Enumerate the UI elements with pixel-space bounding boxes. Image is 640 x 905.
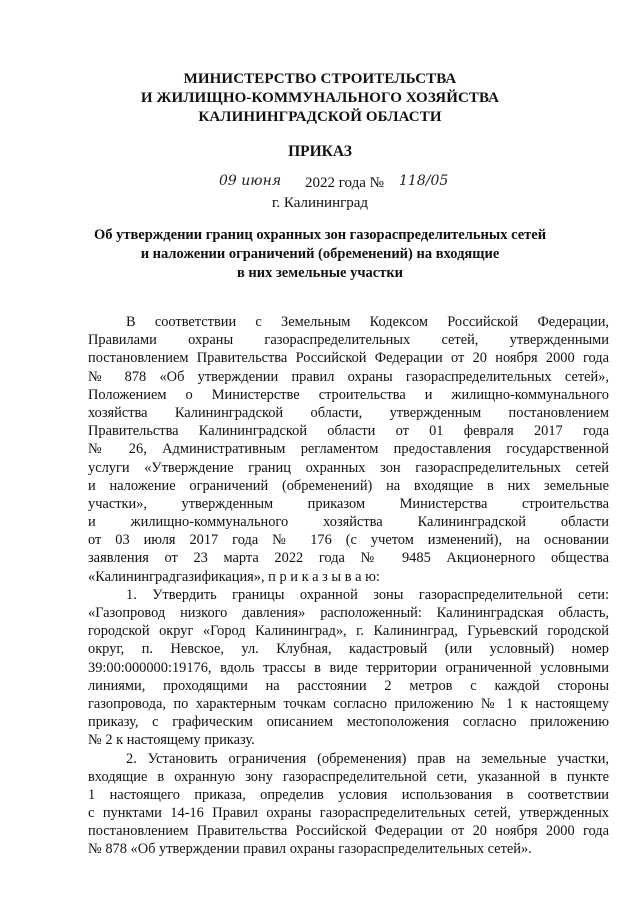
body-line: Правительства Калининградской области от 01 февраля 2017 года (88, 423, 609, 440)
body-line: постановлением Правительства Российской Федерации от 20 ноября 2000 года (88, 823, 609, 840)
body-line: заявления от 23 марта 2022 года № 9485 Акционерного общества (88, 550, 609, 567)
body-line: и жилищно-коммунального хозяйства Калининградской области (88, 514, 609, 531)
document-type: ПРИКАЗ (288, 143, 352, 160)
body-line: хозяйства Калининградской области, утвержденным постановлением (88, 404, 609, 421)
body-line: «Калининградгазификация», п р и к а з ы в а ю: (88, 568, 380, 585)
body-line: Положением о Министерстве строительства и жилищно-коммунального (88, 386, 609, 403)
body-line: газопровода, по характерным точкам согласно приложению № 1 к настоящему (88, 695, 609, 712)
body-line: 1. Утвердить границы охранной зоны газораспределительной сети: (126, 586, 609, 603)
body-line: 2. Установить ограничения (обременения) прав на земельные участки, (126, 750, 609, 767)
city: г. Калининград (271, 195, 369, 211)
ministry-name-line-2: И ЖИЛИЩНО-КОММУНАЛЬНОГО ХОЗЯЙСТВА (140, 90, 500, 106)
ministry-name-line-1: МИНИСТЕРСТВО СТРОИТЕЛЬСТВА (183, 71, 457, 87)
body-line: линиями, проходящими на расстоянии 2 метров с каждой стороны (88, 677, 609, 694)
handwritten-order-number: 118/05 (399, 173, 449, 189)
body-line: 39:00:000000:19176, вдоль трассы в виде территории ограниченной условными (88, 659, 609, 676)
ministry-name-line-3: КАЛИНИНГРАДСКОЙ ОБЛАСТИ (198, 109, 442, 125)
body-line: от 03 июля 2017 года № 176 (с учетом изменений), на основании (88, 532, 609, 549)
body-line: участки», утвержденным приказом Министерства строительства (88, 495, 609, 512)
order-body-text (88, 313, 609, 859)
body-line: № 878 «Об утверждении правил охраны газораспределительных сетей», (88, 368, 609, 385)
body-line: услуги «Утверждение границ охранных зон газораспределительных сетей (88, 459, 609, 476)
body-line: № 2 к настоящему приказу. (88, 732, 255, 749)
body-line: В соответствии с Земельным Кодексом Российской Федерации, (126, 314, 609, 330)
subject-line-2: и наложении ограничений (обременений) на входящие (140, 246, 500, 262)
body-line: Правилами охраны газораспределительных сетей, утвержденными (88, 332, 609, 349)
body-line: приказу, с графическим описанием местоположения согласно приложению (88, 714, 609, 731)
printed-year-and-number-label: 2022 года № (305, 175, 384, 191)
body-line: постановлением Правительства Российской Федерации от 20 ноября 2000 года (88, 350, 609, 367)
body-line: округ, п. Невское, ул. Клубная, кадастровый (или условный) номер (88, 641, 609, 658)
subject-line-1: Об утверждении границ охранных зон газораспределительных сетей (93, 227, 547, 243)
body-line: входящие в охранную зону газораспределительной сети, указанной в пункте (88, 768, 609, 785)
subject-line-3: в них земельные участки (236, 265, 404, 281)
handwritten-date: 09 июня (219, 173, 282, 189)
body-line: городской округ «Город Калининград», г. Калининград, Гурьевский городской (88, 623, 609, 640)
body-line: 1 настоящего приказа, определив условия использования в соответствии (88, 786, 609, 803)
body-line: «Газопровод низкого давления» расположенный: Калининградская область, (88, 605, 609, 621)
body-line: и наложение ограничений (обременений) на входящие в них земельные (88, 477, 609, 494)
body-line: № 878 «Об утверждении правил охраны газораспределительных сетей». (88, 841, 532, 858)
body-line: с пунктами 14-16 Правил охраны газораспределительных сетей, утвержденных (88, 805, 609, 822)
body-line: № 26, Административным регламентом предоставления государственной (88, 441, 609, 458)
